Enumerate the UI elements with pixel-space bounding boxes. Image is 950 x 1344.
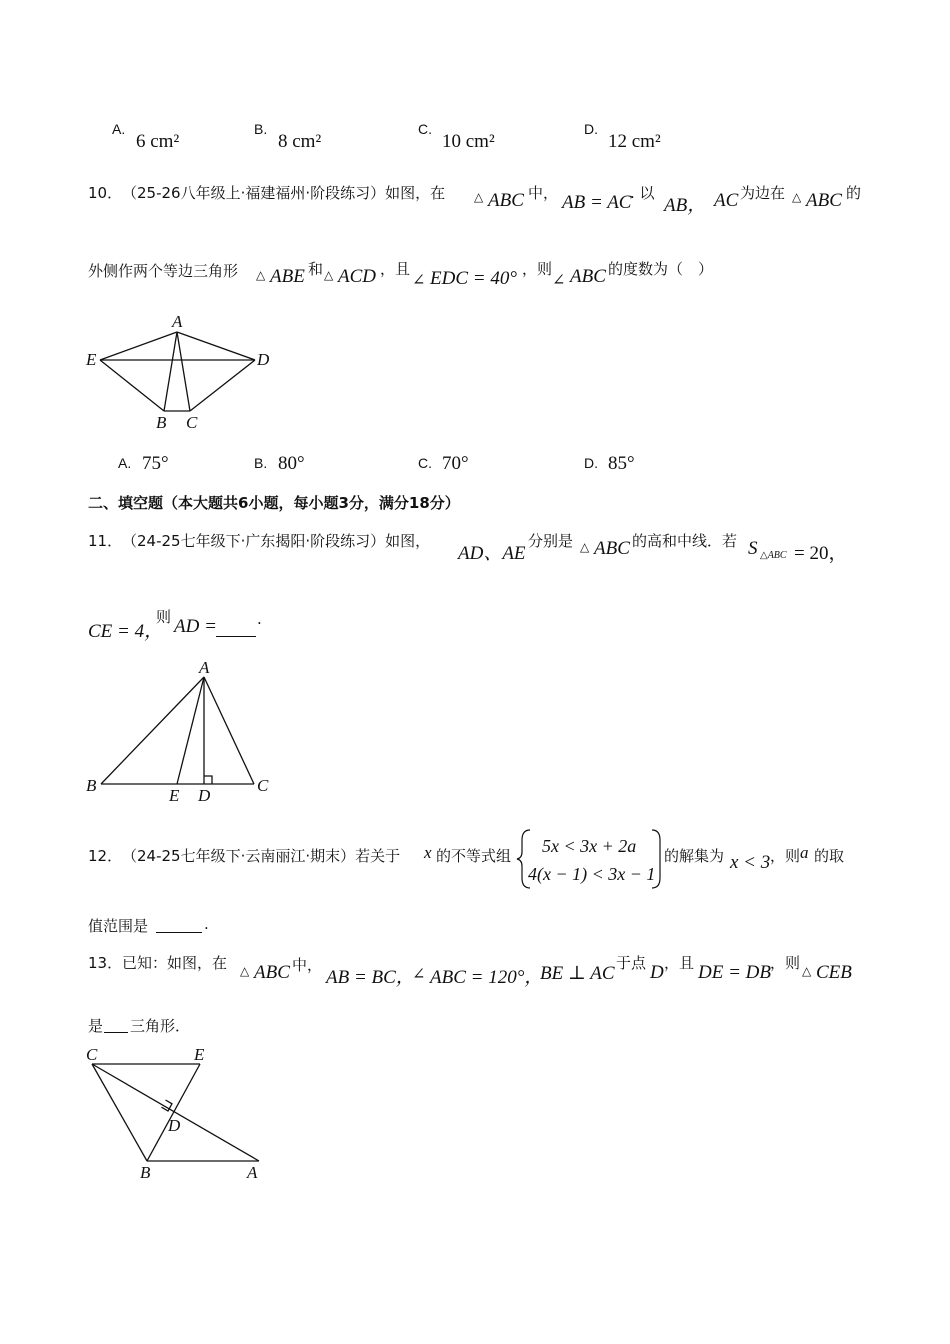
q13-fig-label-a: A bbox=[247, 1163, 258, 1182]
q11-figure bbox=[80, 655, 280, 805]
q11-tri-abc: ABC bbox=[594, 538, 630, 559]
q13-fig-label-b: B bbox=[140, 1163, 151, 1182]
q12-line2: 值范围是 bbox=[88, 917, 149, 935]
triangle-symbol: △ bbox=[256, 268, 266, 282]
q10-du-shu: 的度数为（ ） bbox=[608, 260, 714, 278]
q10-de: 的 bbox=[846, 184, 862, 202]
q10-fig-label-a: A bbox=[172, 312, 183, 331]
q10-fig-label-e: E bbox=[86, 350, 97, 369]
q11-source: （24-25七年级下·广东揭阳·阶段练习）如图， bbox=[122, 532, 431, 550]
q9-option-d-value: 12 cm² bbox=[608, 131, 661, 152]
q10-option-b-label: B. bbox=[254, 455, 268, 471]
q10-tri-acd: ACD bbox=[338, 266, 376, 287]
q10-option-c-label: C. bbox=[418, 455, 432, 471]
q12-ineq-2: 4(x − 1) < 3x − 1 bbox=[528, 864, 656, 884]
q11-fig-label-d: D bbox=[198, 786, 211, 805]
q10-number: 10． bbox=[88, 184, 123, 202]
q11-fig-label-e: E bbox=[169, 786, 180, 805]
q13-figure bbox=[80, 1042, 280, 1187]
q10-option-d-label: D. bbox=[584, 455, 598, 471]
q10-option-a-label: A. bbox=[118, 455, 132, 471]
q13-qie: ，且 bbox=[664, 954, 695, 972]
q9-option-d-label: D. bbox=[584, 121, 598, 137]
q10-abc-angle: ABC bbox=[570, 266, 606, 287]
q12-period: . bbox=[204, 915, 209, 933]
q12-a-var: a bbox=[800, 843, 809, 862]
q10-option-a-value: 75° bbox=[142, 453, 169, 474]
q11-ad-ae: AD、AE bbox=[458, 543, 526, 564]
q11-fig-label-c: C bbox=[257, 776, 269, 795]
angle-symbol: ∠ bbox=[552, 272, 566, 289]
q10-zhong: 中， bbox=[528, 184, 559, 202]
q11-ad-eq: AD = bbox=[174, 616, 217, 637]
q13-ceb: CEB bbox=[816, 962, 852, 983]
q13-abc-eq: ABC = 120°， bbox=[430, 967, 544, 988]
q13-fig-label-c: C bbox=[86, 1045, 98, 1064]
q10-wei-bian: 为边在 bbox=[740, 184, 786, 202]
q12-source: （24-25七年级下·云南丽江·期末）若关于 bbox=[122, 847, 401, 865]
q11-fig-label-a: A bbox=[199, 658, 210, 677]
q12-x-var: x bbox=[424, 843, 432, 862]
q10-option-b-value: 80° bbox=[278, 453, 305, 474]
q13-d-point: D bbox=[650, 962, 664, 983]
q13-ze: ，则 bbox=[770, 954, 801, 972]
angle-symbol: ∠ bbox=[412, 272, 426, 289]
q10-tri-abc: ABC bbox=[488, 190, 524, 211]
q10-source: （25-26八年级上·福建福州·阶段练习）如图，在 bbox=[122, 184, 446, 202]
q13-yu-dian: 于点 bbox=[616, 954, 647, 972]
q12-answer-blank[interactable] bbox=[156, 914, 202, 933]
q11-ze: 则 bbox=[156, 608, 172, 626]
q12-ineq-1: 5x < 3x + 2a bbox=[542, 836, 637, 856]
q12-number: 12． bbox=[88, 847, 123, 865]
q10-tri-abc-2: ABC bbox=[806, 190, 842, 211]
q11-s-sub: △ABC bbox=[760, 550, 787, 561]
q10-tri-abe: ABE bbox=[270, 266, 305, 287]
q10-fig-label-c: C bbox=[186, 413, 198, 432]
q12-ineq-text: 的不等式组 bbox=[436, 847, 512, 865]
q13-answer-blank[interactable] bbox=[104, 1014, 128, 1033]
q13-fig-label-e: E bbox=[194, 1045, 205, 1064]
q13-zhong: 中， bbox=[292, 956, 323, 974]
q10-ab-eq-ac: AB = AC bbox=[562, 192, 632, 213]
q11-fen-bie: 分别是 bbox=[528, 532, 574, 550]
q13-de-eq-db: DE = DB bbox=[698, 962, 771, 983]
q12-jie-ji: 的解集为 bbox=[664, 847, 725, 865]
q10-fig-label-b: B bbox=[156, 413, 167, 432]
q13-ab-eq-bc: AB = BC， bbox=[326, 967, 415, 988]
q13-fig-label-d: D bbox=[168, 1116, 181, 1135]
q9-option-a-label: A. bbox=[112, 121, 126, 137]
q9-option-c-label: C. bbox=[418, 121, 432, 137]
section-2-title: 二、填空题（本大题共6小题，每小题3分，满分18分） bbox=[88, 494, 460, 512]
triangle-symbol: △ bbox=[802, 964, 812, 978]
angle-symbol: ∠ bbox=[412, 966, 426, 983]
q13-intro: 已知：如图，在 bbox=[122, 954, 228, 972]
q9-option-c-value: 10 cm² bbox=[442, 131, 495, 152]
q9-option-b-label: B. bbox=[254, 121, 268, 137]
q10-figure bbox=[80, 310, 280, 435]
q10-option-d-value: 85° bbox=[608, 453, 635, 474]
q10-ze: ，则 bbox=[522, 260, 553, 278]
q13-line2-pre: 是 bbox=[88, 1017, 104, 1035]
q13-be-perp: BE ⊥ AC bbox=[540, 963, 615, 984]
triangle-symbol: △ bbox=[580, 540, 590, 554]
q10-option-c-value: 70° bbox=[442, 453, 469, 474]
q11-gao-zhongxian: 的高和中线．若 bbox=[632, 532, 738, 550]
q12-ze: ，则 bbox=[770, 847, 801, 865]
q13-line2-post: 三角形． bbox=[130, 1017, 191, 1035]
q11-period: . bbox=[257, 610, 262, 628]
q11-s-eq: = 20， bbox=[794, 543, 848, 564]
q10-edc-eq: EDC = 40° bbox=[430, 268, 517, 289]
triangle-symbol: △ bbox=[474, 190, 484, 204]
q10-ac: AC bbox=[714, 190, 739, 211]
q10-qie: ，且 bbox=[380, 260, 411, 278]
triangle-symbol: △ bbox=[792, 190, 802, 204]
q12-sol: x < 3 bbox=[730, 852, 771, 873]
q11-ce-eq: CE = 4， bbox=[88, 621, 164, 642]
q10-yi: . 以 bbox=[630, 184, 655, 202]
q13-number: 13． bbox=[88, 954, 123, 972]
q11-answer-blank[interactable] bbox=[216, 618, 256, 637]
q13-tri-abc: ABC bbox=[254, 962, 290, 983]
q11-number: 11． bbox=[88, 532, 123, 550]
q11-s-label: S bbox=[748, 538, 758, 559]
triangle-symbol: △ bbox=[240, 964, 250, 978]
q9-option-b-value: 8 cm² bbox=[278, 131, 322, 152]
q10-line2-pre: 外侧作两个等边三角形 bbox=[88, 262, 239, 280]
q11-fig-label-b: B bbox=[86, 776, 97, 795]
q10-he: 和 bbox=[308, 260, 324, 278]
q9-option-a-value: 6 cm² bbox=[136, 131, 180, 152]
q10-fig-label-d: D bbox=[257, 350, 270, 369]
triangle-symbol: △ bbox=[324, 268, 334, 282]
q12-de-qu: 的取 bbox=[814, 847, 845, 865]
q10-ab: AB， bbox=[664, 195, 707, 216]
